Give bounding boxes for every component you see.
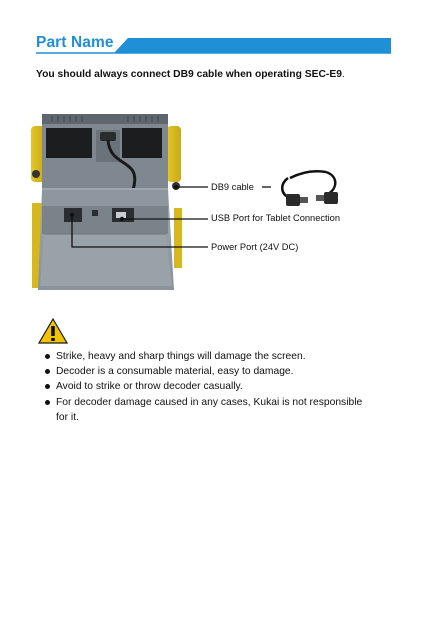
intro-period: . <box>341 69 345 80</box>
section-title: Part Name <box>36 34 114 51</box>
list-item: Decoder is a consumable material, easy to damage. <box>45 364 375 379</box>
callout-db9: DB9 cable <box>211 182 254 192</box>
callout-power: Power Port (24V DC) <box>211 242 299 252</box>
intro-bold: You should always connect DB9 cable when operating SEC-E9 <box>36 69 342 80</box>
callout-usb: USB Port for Tablet Connection <box>211 213 341 223</box>
list-item: Strike, heavy and sharp things will damage the screen. <box>45 349 375 364</box>
list-item: For decoder damage caused in any cases, Kukai is not responsible for it. <box>45 395 375 425</box>
warning-triangle-icon <box>38 318 68 349</box>
warning-list <box>45 349 375 425</box>
db9-cable-illustration <box>276 166 342 216</box>
list-item: Avoid to strike or throw decoder casually. <box>45 379 375 394</box>
